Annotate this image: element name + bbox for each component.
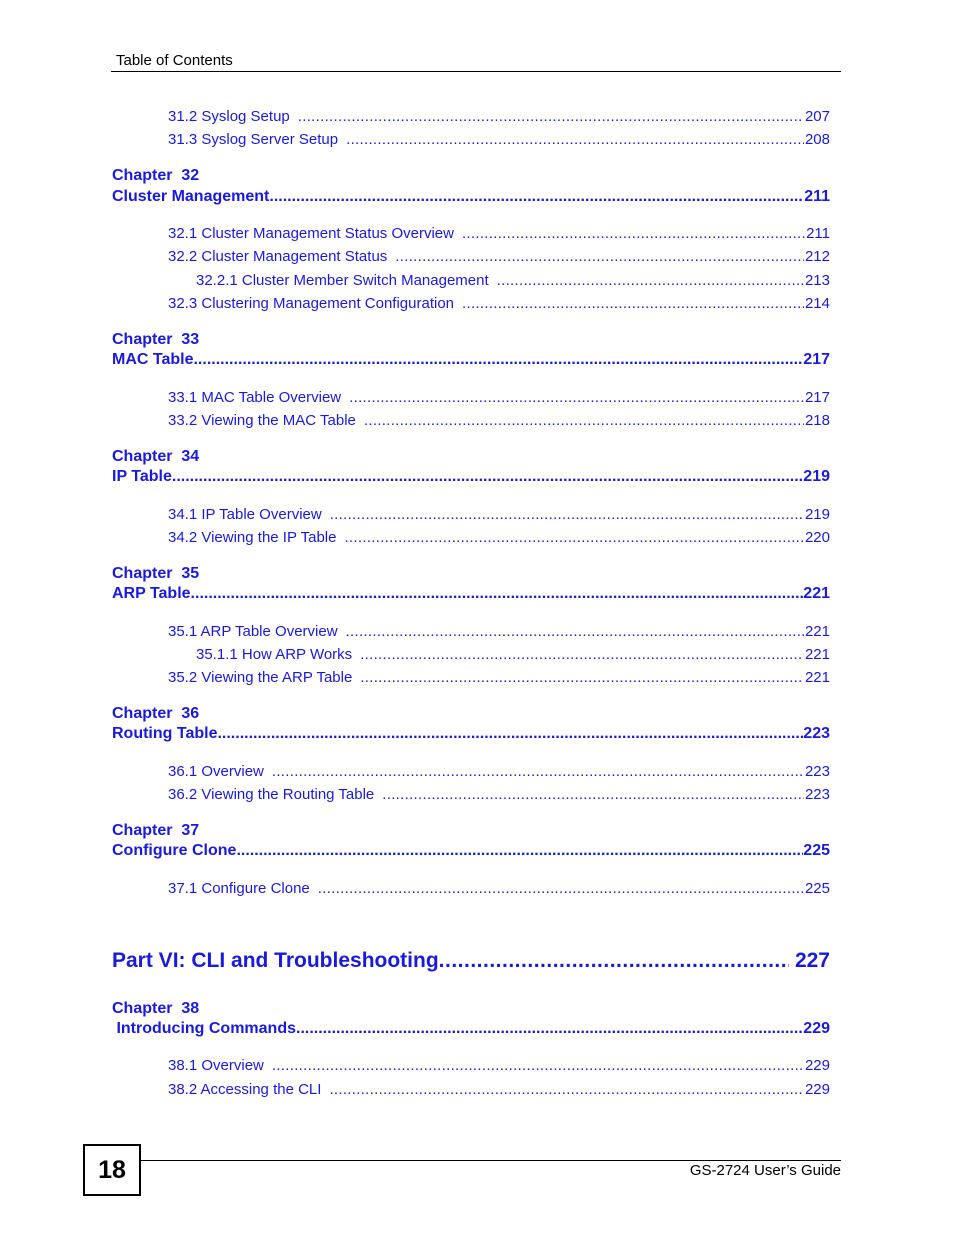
toc-entry-32-2-1[interactable]: 32.2.1 Cluster Member Switch Management ..... 213 bbox=[196, 272, 830, 289]
header-rule bbox=[111, 71, 841, 72]
toc-chapter-33[interactable]: MAC Table ..... 217 bbox=[112, 351, 830, 369]
toc-entry-33-2[interactable]: 33.2 Viewing the MAC Table ..... 218 bbox=[168, 412, 830, 429]
toc-entry-35-2[interactable]: 35.2 Viewing the ARP Table ..... 221 bbox=[168, 669, 830, 686]
toc-entry-37-1[interactable]: 37.1 Configure Clone ..... 225 bbox=[168, 880, 830, 897]
chapter-33-label: Chapter 33 bbox=[112, 331, 200, 348]
toc-chapter-36[interactable]: Routing Table ..... 223 bbox=[112, 725, 830, 743]
toc-chapter-32[interactable]: Cluster Management ..... 211 bbox=[112, 188, 830, 206]
toc-entry-34-1[interactable]: 34.1 IP Table Overview ..... 219 bbox=[168, 506, 830, 523]
toc-chapter-37[interactable]: Configure Clone ..... 225 bbox=[112, 842, 830, 860]
chapter-37-label: Chapter 37 bbox=[112, 822, 200, 839]
page-number: 18 bbox=[83, 1144, 141, 1196]
footer-guide-title: GS-2724 User’s Guide bbox=[689, 1162, 841, 1179]
toc-entry-36-2[interactable]: 36.2 Viewing the Routing Table ..... 223 bbox=[168, 786, 830, 803]
chapter-35-label: Chapter 35 bbox=[112, 565, 200, 582]
toc-entry-33-1[interactable]: 33.1 MAC Table Overview ..... 217 bbox=[168, 389, 830, 406]
toc-entry-35-1-1[interactable]: 35.1.1 How ARP Works ..... 221 bbox=[196, 646, 830, 663]
toc-chapter-38[interactable]: Introducing Commands ..... 229 bbox=[112, 1020, 830, 1038]
running-header-title: Table of Contents bbox=[116, 52, 233, 69]
chapter-32-label: Chapter 32 bbox=[112, 167, 200, 184]
chapter-36-label: Chapter 36 bbox=[112, 705, 200, 722]
toc-chapter-34[interactable]: IP Table ..... 219 bbox=[112, 468, 830, 486]
chapter-34-label: Chapter 34 bbox=[112, 448, 200, 465]
toc-entry-32-3[interactable]: 32.3 Clustering Management Configuration ..... 214 bbox=[168, 295, 830, 312]
toc-entry-38-1[interactable]: 38.1 Overview ..... 229 bbox=[168, 1057, 830, 1074]
toc-entry-38-2[interactable]: 38.2 Accessing the CLI ..... 229 bbox=[168, 1081, 830, 1098]
footer-rule bbox=[139, 1160, 841, 1161]
toc-entry-31-2[interactable]: 31.2 Syslog Setup ..... 207 bbox=[168, 108, 830, 125]
toc-entry-36-1[interactable]: 36.1 Overview ..... 223 bbox=[168, 763, 830, 780]
toc-chapter-35[interactable]: ARP Table ..... 221 bbox=[112, 585, 830, 603]
toc-entry-35-1[interactable]: 35.1 ARP Table Overview ..... 221 bbox=[168, 623, 830, 640]
toc-entry-34-2[interactable]: 34.2 Viewing the IP Table ..... 220 bbox=[168, 529, 830, 546]
toc-part-6[interactable]: Part VI: CLI and Troubleshooting ..... 227 bbox=[112, 949, 830, 973]
toc-entry-31-3[interactable]: 31.3 Syslog Server Setup ..... 208 bbox=[168, 131, 830, 148]
toc-entry-32-2[interactable]: 32.2 Cluster Management Status ..... 212 bbox=[168, 248, 830, 265]
toc-entry-32-1[interactable]: 32.1 Cluster Management Status Overview ..... 211 bbox=[168, 225, 830, 242]
chapter-38-label: Chapter 38 bbox=[112, 1000, 200, 1017]
